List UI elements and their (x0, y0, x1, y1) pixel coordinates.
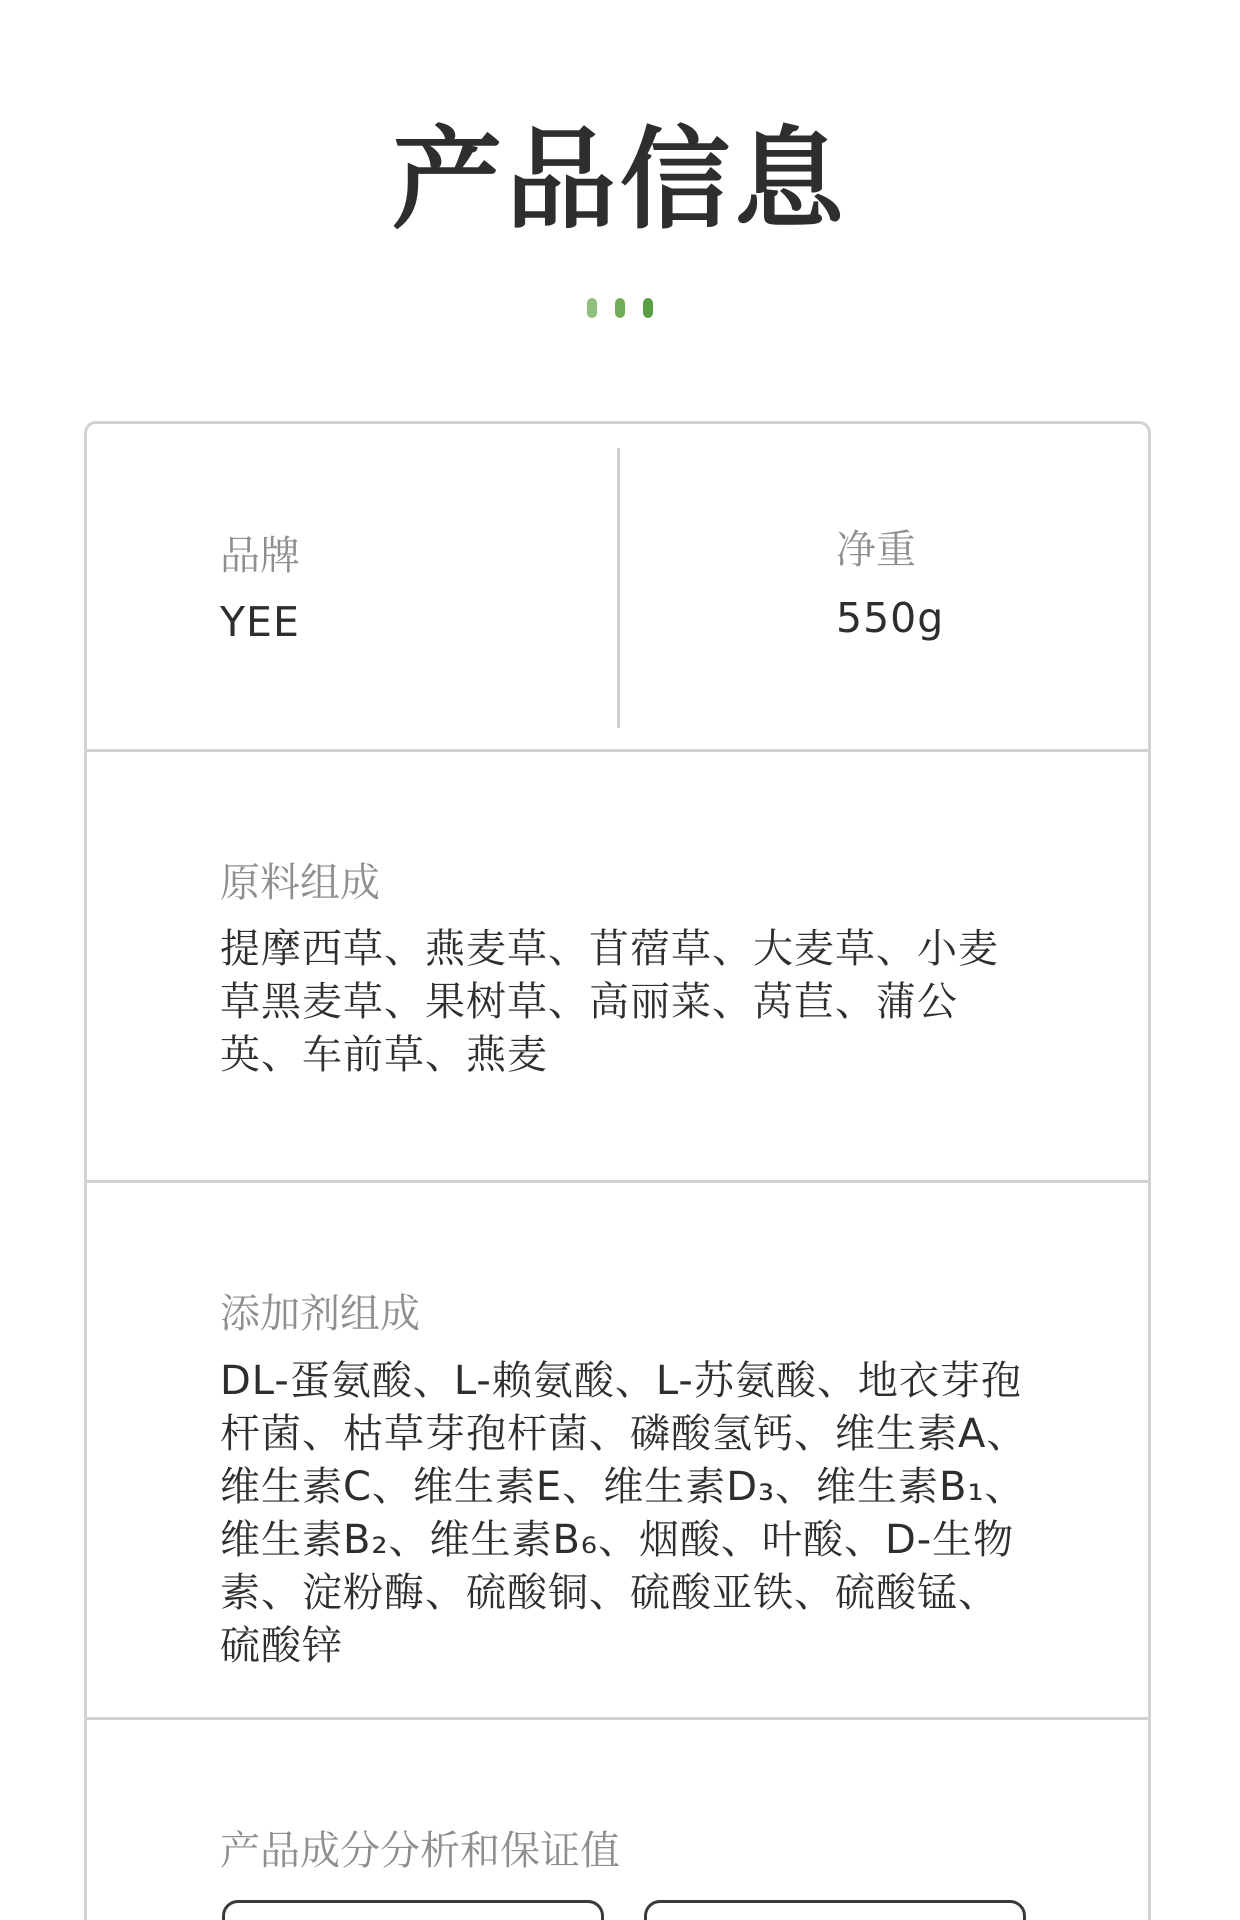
additives-label: 添加剂组成 (220, 1291, 420, 1337)
analysis-label: 产品成分分析和保证值 (220, 1828, 620, 1874)
row-divider-1 (84, 749, 1151, 752)
dot-2 (615, 298, 625, 318)
additives-text: DL-蛋氨酸、L-赖氨酸、L-苏氨酸、地衣芽孢杆菌、枯草芽孢杆菌、磷酸氢钙、维生素A、维生素C、维生素E、维生素D₃、维生素B₁、维生素B₂、维生素B₆、烟酸、叶酸、D-生物素、淀粉酶、硫酸铜、硫酸亚铁、硫酸锰、硫酸锌 (220, 1358, 1028, 1669)
analysis-item-pill-1 (222, 1900, 604, 1920)
row-divider-2 (84, 1180, 1151, 1183)
row-divider-3 (84, 1717, 1151, 1720)
decorative-dots (0, 298, 1240, 318)
net-weight-value: 550g (836, 594, 945, 642)
brand-label: 品牌 (220, 533, 300, 579)
raw-materials-text: 提摩西草、燕麦草、苜蓿草、大麦草、小麦草黑麦草、果树草、高丽菜、莴苣、蒲公英、车前草、燕麦 (220, 926, 999, 1078)
column-divider (617, 448, 620, 728)
raw-materials-label: 原料组成 (220, 860, 380, 906)
brand-value: YEE (220, 598, 300, 646)
net-weight-label: 净重 (836, 527, 916, 573)
dot-3 (643, 298, 653, 318)
page-title: 产品信息 (392, 116, 848, 244)
dot-1 (587, 298, 597, 318)
analysis-item-pill-2 (644, 1900, 1026, 1920)
